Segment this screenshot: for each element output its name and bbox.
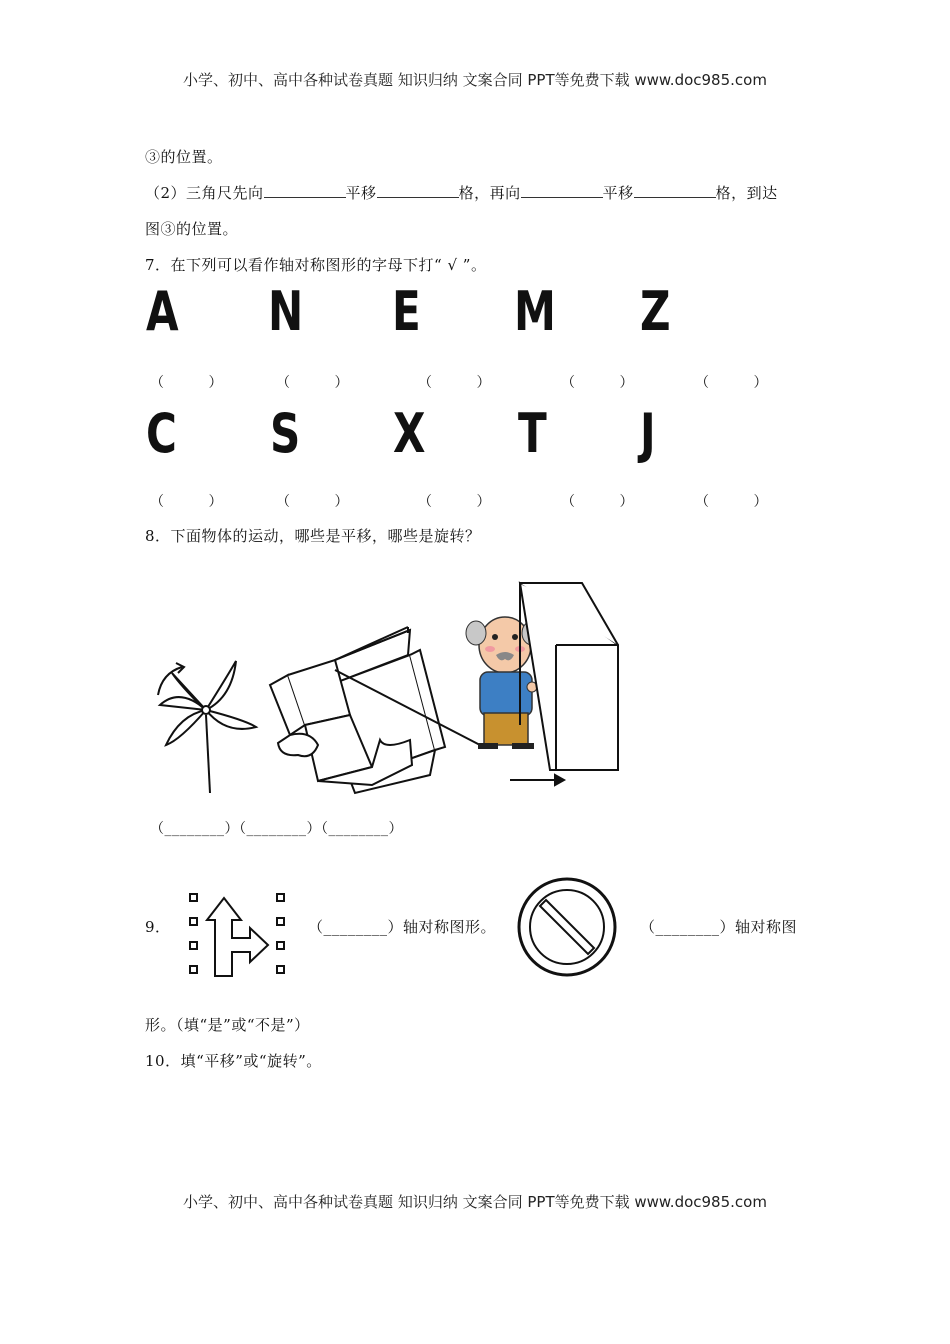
letter-j: J	[640, 402, 656, 465]
no-entry-sign-icon	[516, 876, 618, 978]
q6-part2-end: 图③的位置。	[145, 220, 239, 238]
q6-text-a: （2）三角尺先向	[145, 184, 264, 202]
letter-s: S	[270, 402, 301, 465]
letter-z: Z	[640, 280, 671, 343]
letter-c: C	[146, 402, 177, 465]
answer-paren-j[interactable]: （ ）	[695, 494, 768, 510]
answer-paren-x[interactable]: （ ）	[418, 494, 491, 510]
q9-tail: 形。（填“是”或“不是”）	[145, 1016, 310, 1034]
letter-e: E	[392, 280, 421, 343]
letter-x: X	[393, 402, 426, 465]
right-arrow-icon	[510, 775, 564, 785]
q6-text-d: 平移	[602, 184, 634, 202]
pinwheel-icon	[158, 661, 256, 793]
q6-blank-steps-1[interactable]	[377, 183, 459, 198]
q7-stem: 7．在下列可以看作轴对称图形的字母下打“ √ ”。	[145, 256, 487, 274]
answer-paren-s[interactable]: （ ）	[276, 494, 349, 510]
page-header: 小学、初中、高中各种试卷真题 知识归纳 文案合同 PPT等免费下载 www.doc985.com	[183, 71, 767, 89]
q6-text-b: 平移	[345, 184, 377, 202]
letter-n: N	[268, 280, 304, 343]
q6-blank-steps-2[interactable]	[634, 183, 716, 198]
answer-paren-z[interactable]: （ ）	[695, 375, 768, 391]
drawer-icon	[270, 630, 445, 793]
q6-part2	[145, 182, 778, 203]
q9-blank-2[interactable]: （________）轴对称图	[640, 918, 798, 936]
q6-blank-direction-2[interactable]	[521, 183, 603, 198]
answer-paren-a[interactable]: （ ）	[150, 375, 223, 391]
q9-number: 9．	[145, 918, 171, 936]
answer-paren-n[interactable]: （ ）	[276, 375, 349, 391]
letter-m: M	[514, 280, 556, 343]
answer-paren-e[interactable]: （ ）	[418, 375, 491, 391]
q8-answers[interactable]: （________）（________）（________）	[150, 821, 403, 837]
q8-illustration	[140, 575, 660, 810]
q9-blank-1[interactable]: （________）轴对称图形。	[308, 918, 497, 936]
letter-a: A	[146, 280, 179, 343]
up-right-arrow-icon	[207, 898, 268, 976]
cabinet-icon	[520, 583, 618, 770]
answer-paren-t[interactable]: （ ）	[561, 494, 634, 510]
q8-stem: 8．下面物体的运动，哪些是平移，哪些是旋转？	[145, 527, 481, 545]
q6-text-c: 格，再向	[458, 184, 521, 202]
page-footer: 小学、初中、高中各种试卷真题 知识归纳 文案合同 PPT等免费下载 www.doc985.com	[183, 1193, 767, 1211]
letter-t: T	[518, 402, 547, 465]
q6-continuation: ③的位置。	[145, 148, 223, 166]
turn-arrow-sign	[180, 888, 292, 982]
q10-stem: 10．填“平移”或“旋转”。	[145, 1052, 322, 1070]
answer-paren-m[interactable]: （ ）	[561, 375, 634, 391]
q6-text-e: 格，到达	[715, 184, 778, 202]
answer-paren-c[interactable]: （ ）	[150, 494, 223, 510]
q6-blank-direction-1[interactable]	[264, 183, 346, 198]
